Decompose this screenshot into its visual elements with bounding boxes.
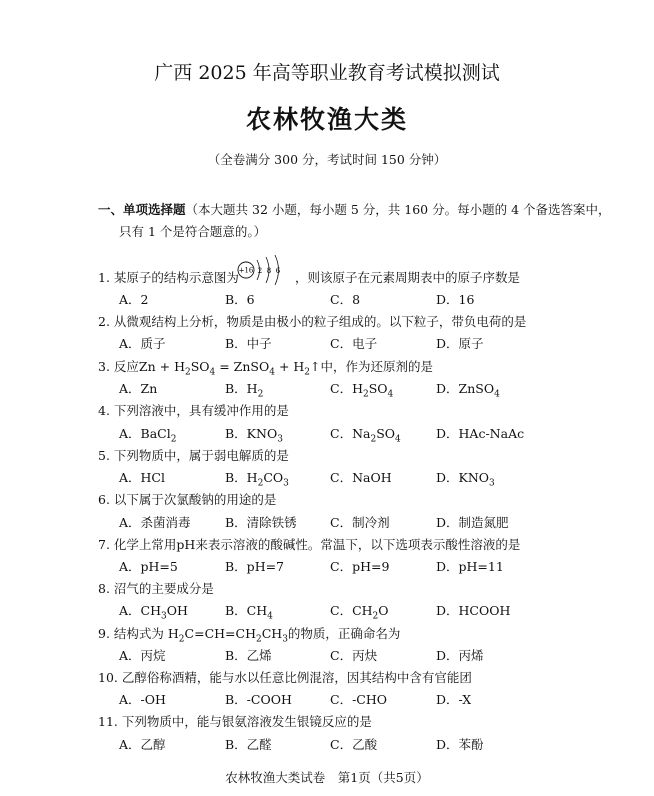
question-7: 7. 化学上常用pH来表示溶液的酸碱性。常温下，以下选项表示酸性溶液的是 bbox=[98, 537, 521, 552]
q2-option-d[interactable]: D．原子 bbox=[436, 336, 484, 351]
question-5: 5. 下列物质中，属于弱电解质的是 bbox=[98, 448, 289, 463]
question-10: 10. 乙醇俗称酒精，能与水以任意比例混溶，因其结构中含有官能团 bbox=[98, 670, 472, 685]
q9-option-c[interactable]: C．丙炔 bbox=[330, 648, 378, 663]
q9-option-a[interactable]: A．丙烷 bbox=[119, 648, 166, 663]
q11-option-a[interactable]: A．乙醇 bbox=[119, 737, 166, 752]
question-9: 9. 结构式为 $H_2C=CH=CH_2CH_3$的物质，正确命名为 bbox=[98, 626, 401, 645]
q3-option-a[interactable]: A．Zn bbox=[119, 381, 158, 396]
question-11: 11. 下列物质中，能与银氨溶液发生银镜反应的是 bbox=[98, 714, 372, 729]
page-footer: 农林牧渔大类试卷 第1页（共5页） bbox=[225, 770, 429, 785]
atom-structure-diagram bbox=[233, 254, 285, 286]
q7-option-b[interactable]: B．pH=7 bbox=[225, 559, 285, 574]
q4-option-d[interactable]: D．HAc-NaAc bbox=[436, 426, 525, 441]
section-desc-2: 只有 1 个是符合题意的。） bbox=[119, 224, 267, 239]
q3-option-b[interactable]: B．$H_2$ bbox=[225, 381, 264, 400]
q6-option-b[interactable]: B．清除铁锈 bbox=[225, 515, 297, 530]
q9-option-b[interactable]: B．乙烯 bbox=[225, 648, 272, 663]
section-title: 单项选择题 bbox=[123, 202, 186, 217]
q11-option-b[interactable]: B．乙醛 bbox=[225, 737, 272, 752]
q11-option-d[interactable]: D．苯酚 bbox=[436, 737, 484, 752]
shell-electrons-2: 8 bbox=[266, 267, 272, 275]
q3-option-c[interactable]: C．$H_2SO_4$ bbox=[330, 381, 394, 400]
nucleus-charge: +16 bbox=[238, 266, 254, 275]
q11-option-c[interactable]: C．乙酸 bbox=[330, 737, 378, 752]
section-number: 一、 bbox=[98, 202, 124, 217]
q1-option-c[interactable]: C．8 bbox=[330, 292, 361, 307]
q8-option-c[interactable]: C．$CH_2O$ bbox=[330, 603, 389, 622]
q7-option-c[interactable]: C．pH=9 bbox=[330, 559, 390, 574]
q3-option-d[interactable]: D．ZnSO$_4$ bbox=[436, 381, 500, 400]
q7-option-a[interactable]: A．pH=5 bbox=[119, 559, 178, 574]
q8-option-a[interactable]: A．$CH_3OH$ bbox=[119, 603, 188, 622]
exam-category: 农林牧渔大类 bbox=[245, 105, 408, 134]
q6-option-c[interactable]: C．制冷剂 bbox=[330, 515, 390, 530]
q8-option-d[interactable]: D．HCOOH bbox=[436, 603, 511, 618]
question-2: 2. 从微观结构上分析，物质是由极小的粒子组成的。以下粒子，带负电荷的是 bbox=[98, 314, 527, 329]
exam-title: 广西 2025 年高等职业教育考试模拟测试 bbox=[154, 62, 500, 84]
q10-option-b[interactable]: B．-COOH bbox=[225, 692, 292, 707]
q1-option-b[interactable]: B．6 bbox=[225, 292, 255, 307]
shell-electrons-3: 6 bbox=[275, 267, 281, 275]
q1-option-d[interactable]: D．16 bbox=[436, 292, 475, 307]
q5-option-d[interactable]: D．$KNO_3$ bbox=[436, 470, 495, 489]
q9-option-d[interactable]: D．丙烯 bbox=[436, 648, 484, 663]
q8-option-b[interactable]: B．$CH_4$ bbox=[225, 603, 273, 622]
q1-option-a[interactable]: A．2 bbox=[119, 292, 149, 307]
q10-option-d[interactable]: D．-X bbox=[436, 692, 472, 707]
question-6: 6. 以下属于次氯酸钠的用途的是 bbox=[98, 492, 277, 507]
exam-meta: （全卷满分 300 分，考试时间 150 分钟） bbox=[207, 152, 447, 167]
q4-option-a[interactable]: A．BaCl$_2$ bbox=[119, 426, 177, 445]
question-3: 3. 反应$Zn + H_2SO_4$ = ZnSO$_4$ + $H_2↑$中，作为还原剂的是 bbox=[98, 359, 434, 378]
question-1: 1. 某原子的结构示意图为 ，则该原子在元素周期表中的原子序数是 bbox=[98, 270, 520, 285]
q2-option-a[interactable]: A．质子 bbox=[119, 336, 166, 351]
q6-option-d[interactable]: D．制造氮肥 bbox=[436, 515, 509, 530]
q7-option-d[interactable]: D．pH=11 bbox=[436, 559, 504, 574]
q5-option-b[interactable]: B．$H_2CO_3$ bbox=[225, 470, 289, 489]
q10-option-a[interactable]: A．-OH bbox=[119, 692, 166, 707]
question-4: 4. 下列溶液中，具有缓冲作用的是 bbox=[98, 403, 289, 418]
q5-option-c[interactable]: C．NaOH bbox=[330, 470, 392, 485]
q4-option-c[interactable]: C．$Na_2SO_4$ bbox=[330, 426, 401, 445]
q6-option-a[interactable]: A．杀菌消毒 bbox=[119, 515, 191, 530]
q5-option-a[interactable]: A．HCl bbox=[119, 470, 165, 485]
q2-option-c[interactable]: C．电子 bbox=[330, 336, 378, 351]
question-8: 8. 沼气的主要成分是 bbox=[98, 581, 214, 596]
section-desc-1: （本大题共 32 小题，每小题 5 分，共 160 分。每小题的 4 个备选答案中， bbox=[185, 202, 611, 217]
q10-option-c[interactable]: C．-CHO bbox=[330, 692, 388, 707]
q2-option-b[interactable]: B．中子 bbox=[225, 336, 272, 351]
shell-electrons-1: 2 bbox=[257, 267, 263, 275]
q4-option-b[interactable]: B．$KNO_3$ bbox=[225, 426, 283, 445]
section-heading bbox=[98, 200, 611, 218]
